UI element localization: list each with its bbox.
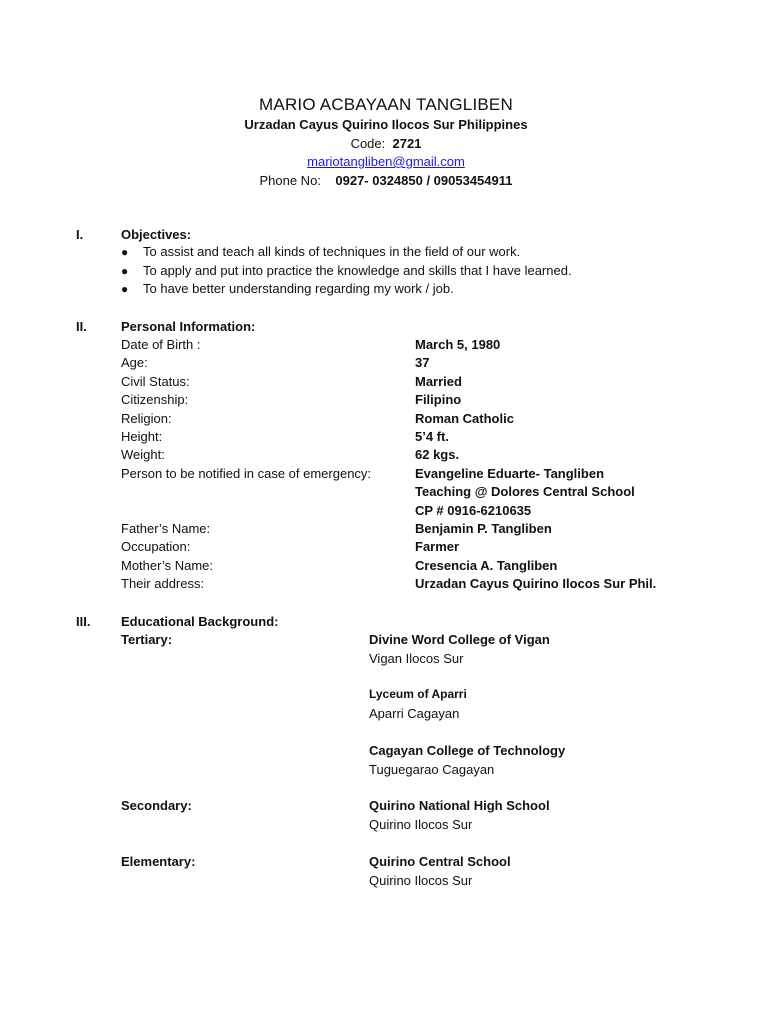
field-value: 62 kgs. — [415, 447, 460, 463]
phone-label: Phone No: — [259, 172, 321, 188]
list-item — [121, 280, 681, 299]
table-row — [121, 502, 721, 520]
table-row — [121, 538, 721, 556]
email-link[interactable]: mariotangliben@gmail.com — [307, 154, 465, 169]
school-name: Divine Word College of Vigan — [369, 632, 550, 647]
field-value: Teaching @ Dolores Central School — [415, 484, 635, 500]
table-row — [121, 483, 721, 501]
applicant-name: MARIO ACBAYAAN TANGLIBEN — [259, 95, 513, 114]
bullet-icon: ● — [121, 282, 129, 297]
school-name: Cagayan College of Technology — [369, 743, 566, 758]
field-value: 5’4 ft. — [415, 428, 449, 444]
table-row — [121, 557, 721, 575]
education-level: Secondary: — [121, 798, 192, 813]
field-label: Weight: — [121, 447, 165, 463]
field-value: Urzadan Cayus Quirino Ilocos Sur Phil. — [415, 576, 657, 592]
education-level: Tertiary: — [121, 632, 173, 647]
field-label: Father’s Name: — [121, 520, 211, 536]
table-row — [121, 336, 721, 354]
table-row — [121, 446, 721, 464]
table-row — [121, 520, 721, 538]
table-row — [121, 373, 721, 391]
field-value: Evangeline Eduarte- Tangliben — [415, 465, 605, 481]
school-location: Vigan Ilocos Sur — [369, 651, 464, 666]
table-row — [121, 428, 721, 446]
objective-text: To assist and teach all kinds of techniques in the field of our work. — [143, 244, 521, 259]
table-row — [121, 575, 721, 593]
field-label: Citizenship: — [121, 392, 189, 408]
field-value: CP # 0916-6210635 — [415, 502, 532, 518]
code-label: Code: — [350, 135, 386, 151]
table-row — [121, 410, 721, 428]
phone-line — [0, 172, 768, 191]
education-level: Elementary: — [121, 854, 196, 869]
field-label: Age: — [121, 355, 148, 371]
section-number-objectives: I. — [76, 227, 84, 242]
school-location: Quirino Ilocos Sur — [369, 817, 473, 832]
field-label: Civil Status: — [121, 373, 190, 389]
objective-text: To have better understanding regarding my work / job. — [143, 281, 454, 297]
school-location: Aparri Cagayan — [369, 706, 460, 721]
field-value: Farmer — [415, 539, 460, 555]
school-location: Tuguegarao Cagayan — [369, 762, 495, 777]
code-line — [0, 135, 768, 154]
bullet-icon: ● — [121, 263, 129, 278]
section-title-objectives: Objectives: — [121, 227, 192, 242]
field-label: Person to be notified in case of emergency: — [121, 465, 372, 481]
school-location: Quirino Ilocos Sur — [369, 873, 473, 888]
personal-info-table — [121, 336, 721, 593]
field-value: Roman Catholic — [415, 410, 514, 426]
section-title-education: Educational Background: — [121, 614, 279, 629]
table-row — [121, 391, 721, 409]
field-value: Married — [415, 373, 462, 389]
school-name: Quirino Central School — [369, 854, 511, 869]
field-value: Benjamin P. Tangliben — [415, 520, 552, 536]
section-number-education: III. — [76, 614, 91, 629]
field-label: Mother’s Name: — [121, 557, 213, 573]
table-row — [121, 354, 721, 372]
section-title-personal: Personal Information: — [121, 319, 256, 334]
field-label: Height: — [121, 428, 163, 444]
field-value: 37 — [415, 355, 430, 371]
resume-header — [0, 94, 768, 190]
objectives-list — [121, 243, 681, 299]
applicant-address: Urzadan Cayus Quirino Ilocos Sur Philippines — [244, 117, 528, 132]
bullet-icon: ● — [121, 245, 129, 259]
field-value: Cresencia A. Tangliben — [415, 557, 558, 573]
phone-value: 0927- 0324850 / 09053454911 — [335, 172, 513, 188]
objective-text: To apply and put into practice the knowledge and skills that I have learned. — [143, 262, 572, 278]
section-number-personal: II. — [76, 319, 87, 334]
field-value: Filipino — [415, 392, 462, 408]
email-line — [0, 153, 768, 172]
field-label: Occupation: — [121, 539, 191, 555]
field-label: Religion: — [121, 410, 172, 426]
code-value: 2721 — [392, 135, 422, 151]
table-row — [121, 465, 721, 483]
list-item — [121, 243, 681, 262]
field-label: Their address: — [121, 576, 205, 592]
list-item — [121, 262, 681, 281]
school-name: Lyceum of Aparri — [369, 687, 467, 701]
field-label: Date of Birth : — [121, 337, 201, 352]
school-name: Quirino National High School — [369, 798, 550, 813]
field-value: March 5, 1980 — [415, 337, 501, 352]
